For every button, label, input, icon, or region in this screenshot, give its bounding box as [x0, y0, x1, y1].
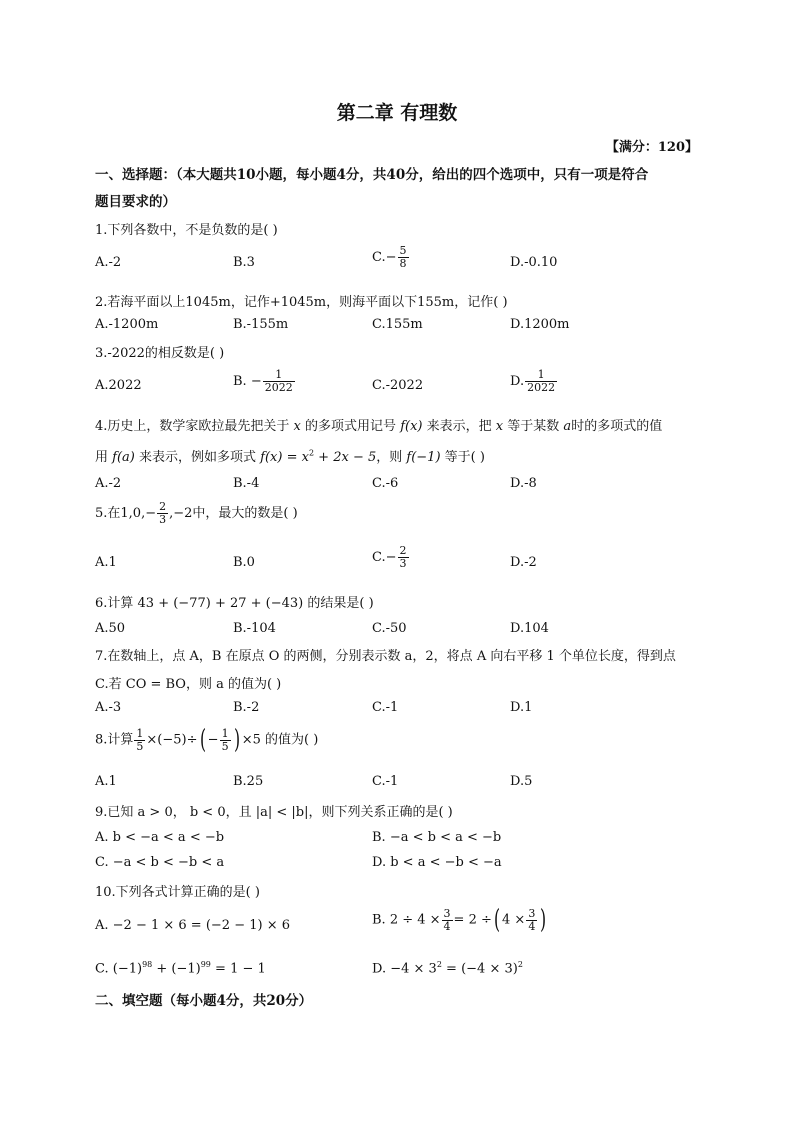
q1-option-d: D.-0.10	[510, 255, 558, 270]
q2-option-d: D.1200m	[510, 317, 570, 332]
q10-option-d: D. $-4 \times 3^2 = (-4 \times 3)^2$	[372, 960, 523, 977]
q2-option-a: A.-1200m	[95, 317, 159, 332]
q8-option-c: C.-1	[372, 774, 399, 789]
q5-option-d: D.-2	[510, 555, 537, 570]
q10-option-a: A. −2 − 1 × 6 = (−2 − 1) × 6	[95, 918, 290, 933]
q6-option-a: A.50	[95, 621, 126, 636]
q10-option-c: C. $(-1)^{98} + (-1)^{99} = 1 - 1$	[95, 960, 266, 977]
q4-stem-line2: 用 f(a) 来表示，例如多项式 $f(x) = x^2 + 2x - 5$，则 f(−1) 等于( )	[95, 448, 485, 465]
q10-option-b: B. 2 ÷ 4 × $\frac{3}{4}$ = 2 ÷( 4 × $\frac{3}{4}$ )	[372, 905, 547, 935]
q5-option-c: C.− $\frac{2}{3}$	[372, 544, 407, 570]
q10-stem: 10.下列各式计算正确的是( )	[95, 885, 260, 900]
q5-option-a: A.1	[95, 555, 117, 570]
q4-option-d: D.-8	[510, 476, 537, 491]
q1-option-c	[372, 245, 410, 270]
q8-option-d: D.5	[510, 774, 533, 789]
q4-option-b: B.-4	[233, 476, 260, 491]
q4-option-a: A.-2	[95, 476, 122, 491]
q3-option-d: D. $\frac{1}{2022}$	[510, 368, 556, 394]
q6-stem: 6.计算 43 + (−77) + 27 + (−43) 的结果是( )	[95, 596, 374, 611]
q7-option-b: B.-2	[233, 700, 260, 715]
q6-option-b: B.-104	[233, 621, 276, 636]
q4-stem-line1: 4.历史上，数学家欧拉最先把关于 x 的多项式用记号 f(x) 来表示，把 x 等于某数 a时的多项式的值	[95, 419, 663, 434]
q7-stem-line2: C.若 CO = BO，则 a 的值为( )	[95, 677, 282, 692]
q2-stem: 2.若海平面以上1045m，记作+1045m，则海平面以下155m，记作( )	[95, 295, 508, 310]
q7-option-d: D.1	[510, 700, 533, 715]
q5-option-b: B.0	[233, 555, 255, 570]
q6-option-c: C.-50	[372, 621, 407, 636]
q7-stem-line1: 7.在数轴上，点 A，B 在原点 O 的两侧，分别表示数 a，2，将点 A 向右平移 1 个单位长度，得到点	[95, 649, 676, 664]
q8-option-b: B.25	[233, 774, 264, 789]
section1-heading-cont: 题目要求的）	[95, 194, 176, 210]
q9-option-a: A. b < −a < a < −b	[95, 830, 225, 845]
q1-c-prefix: C.−	[372, 250, 397, 265]
q4-option-c: C.-6	[372, 476, 399, 491]
full-score: 【满分：120】	[605, 140, 698, 155]
q3-option-b: B. − $\frac{1}{2022}$	[233, 368, 293, 394]
q7-option-a: A.-3	[95, 700, 122, 715]
q2-option-b: B.-155m	[233, 317, 289, 332]
q3-option-c: C.-2022	[372, 378, 424, 393]
q9-option-c: C. −a < b < −b < a	[95, 855, 225, 870]
q8-option-a: A.1	[95, 774, 117, 789]
q9-option-d: D. b < a < −b < −a	[372, 855, 502, 870]
q1-stem: 1.下列各数中，不是负数的是( )	[95, 223, 278, 238]
q5-stem: 5.在1,0,− $\frac{2}{3}$ ,−2中，最大的数是( )	[95, 500, 298, 526]
q1-c-fraction: $\frac{5}{8}$	[399, 244, 407, 270]
q3-stem: 3.-2022的相反数是( )	[95, 346, 225, 361]
section1-heading: 一、选择题：（本大题共10小题，每小题4分，共40分，给出的四个选项中，只有一项是符合	[95, 167, 649, 183]
q2-option-c: C.155m	[372, 317, 423, 332]
page-title: 第二章 有理数	[336, 102, 458, 124]
q9-option-b: B. −a < b < a < −b	[372, 830, 502, 845]
q1-option-b: B.3	[233, 255, 255, 270]
section2-heading: 二、填空题（每小题4分，共20分）	[95, 993, 313, 1009]
q9-stem: 9.已知 a > 0， b < 0，且 |a| < |b|，则下列关系正确的是( )	[95, 805, 453, 820]
q3-option-a: A.2022	[95, 378, 142, 393]
q7-option-c: C.-1	[372, 700, 399, 715]
q6-option-d: D.104	[510, 621, 549, 636]
q8-stem: 8.计算 $\frac{1}{5}$ ×(−5)÷( − $\frac{1}{5}$ ) ×5 的值为( )	[95, 725, 319, 755]
q1-option-a: A.-2	[95, 255, 122, 270]
